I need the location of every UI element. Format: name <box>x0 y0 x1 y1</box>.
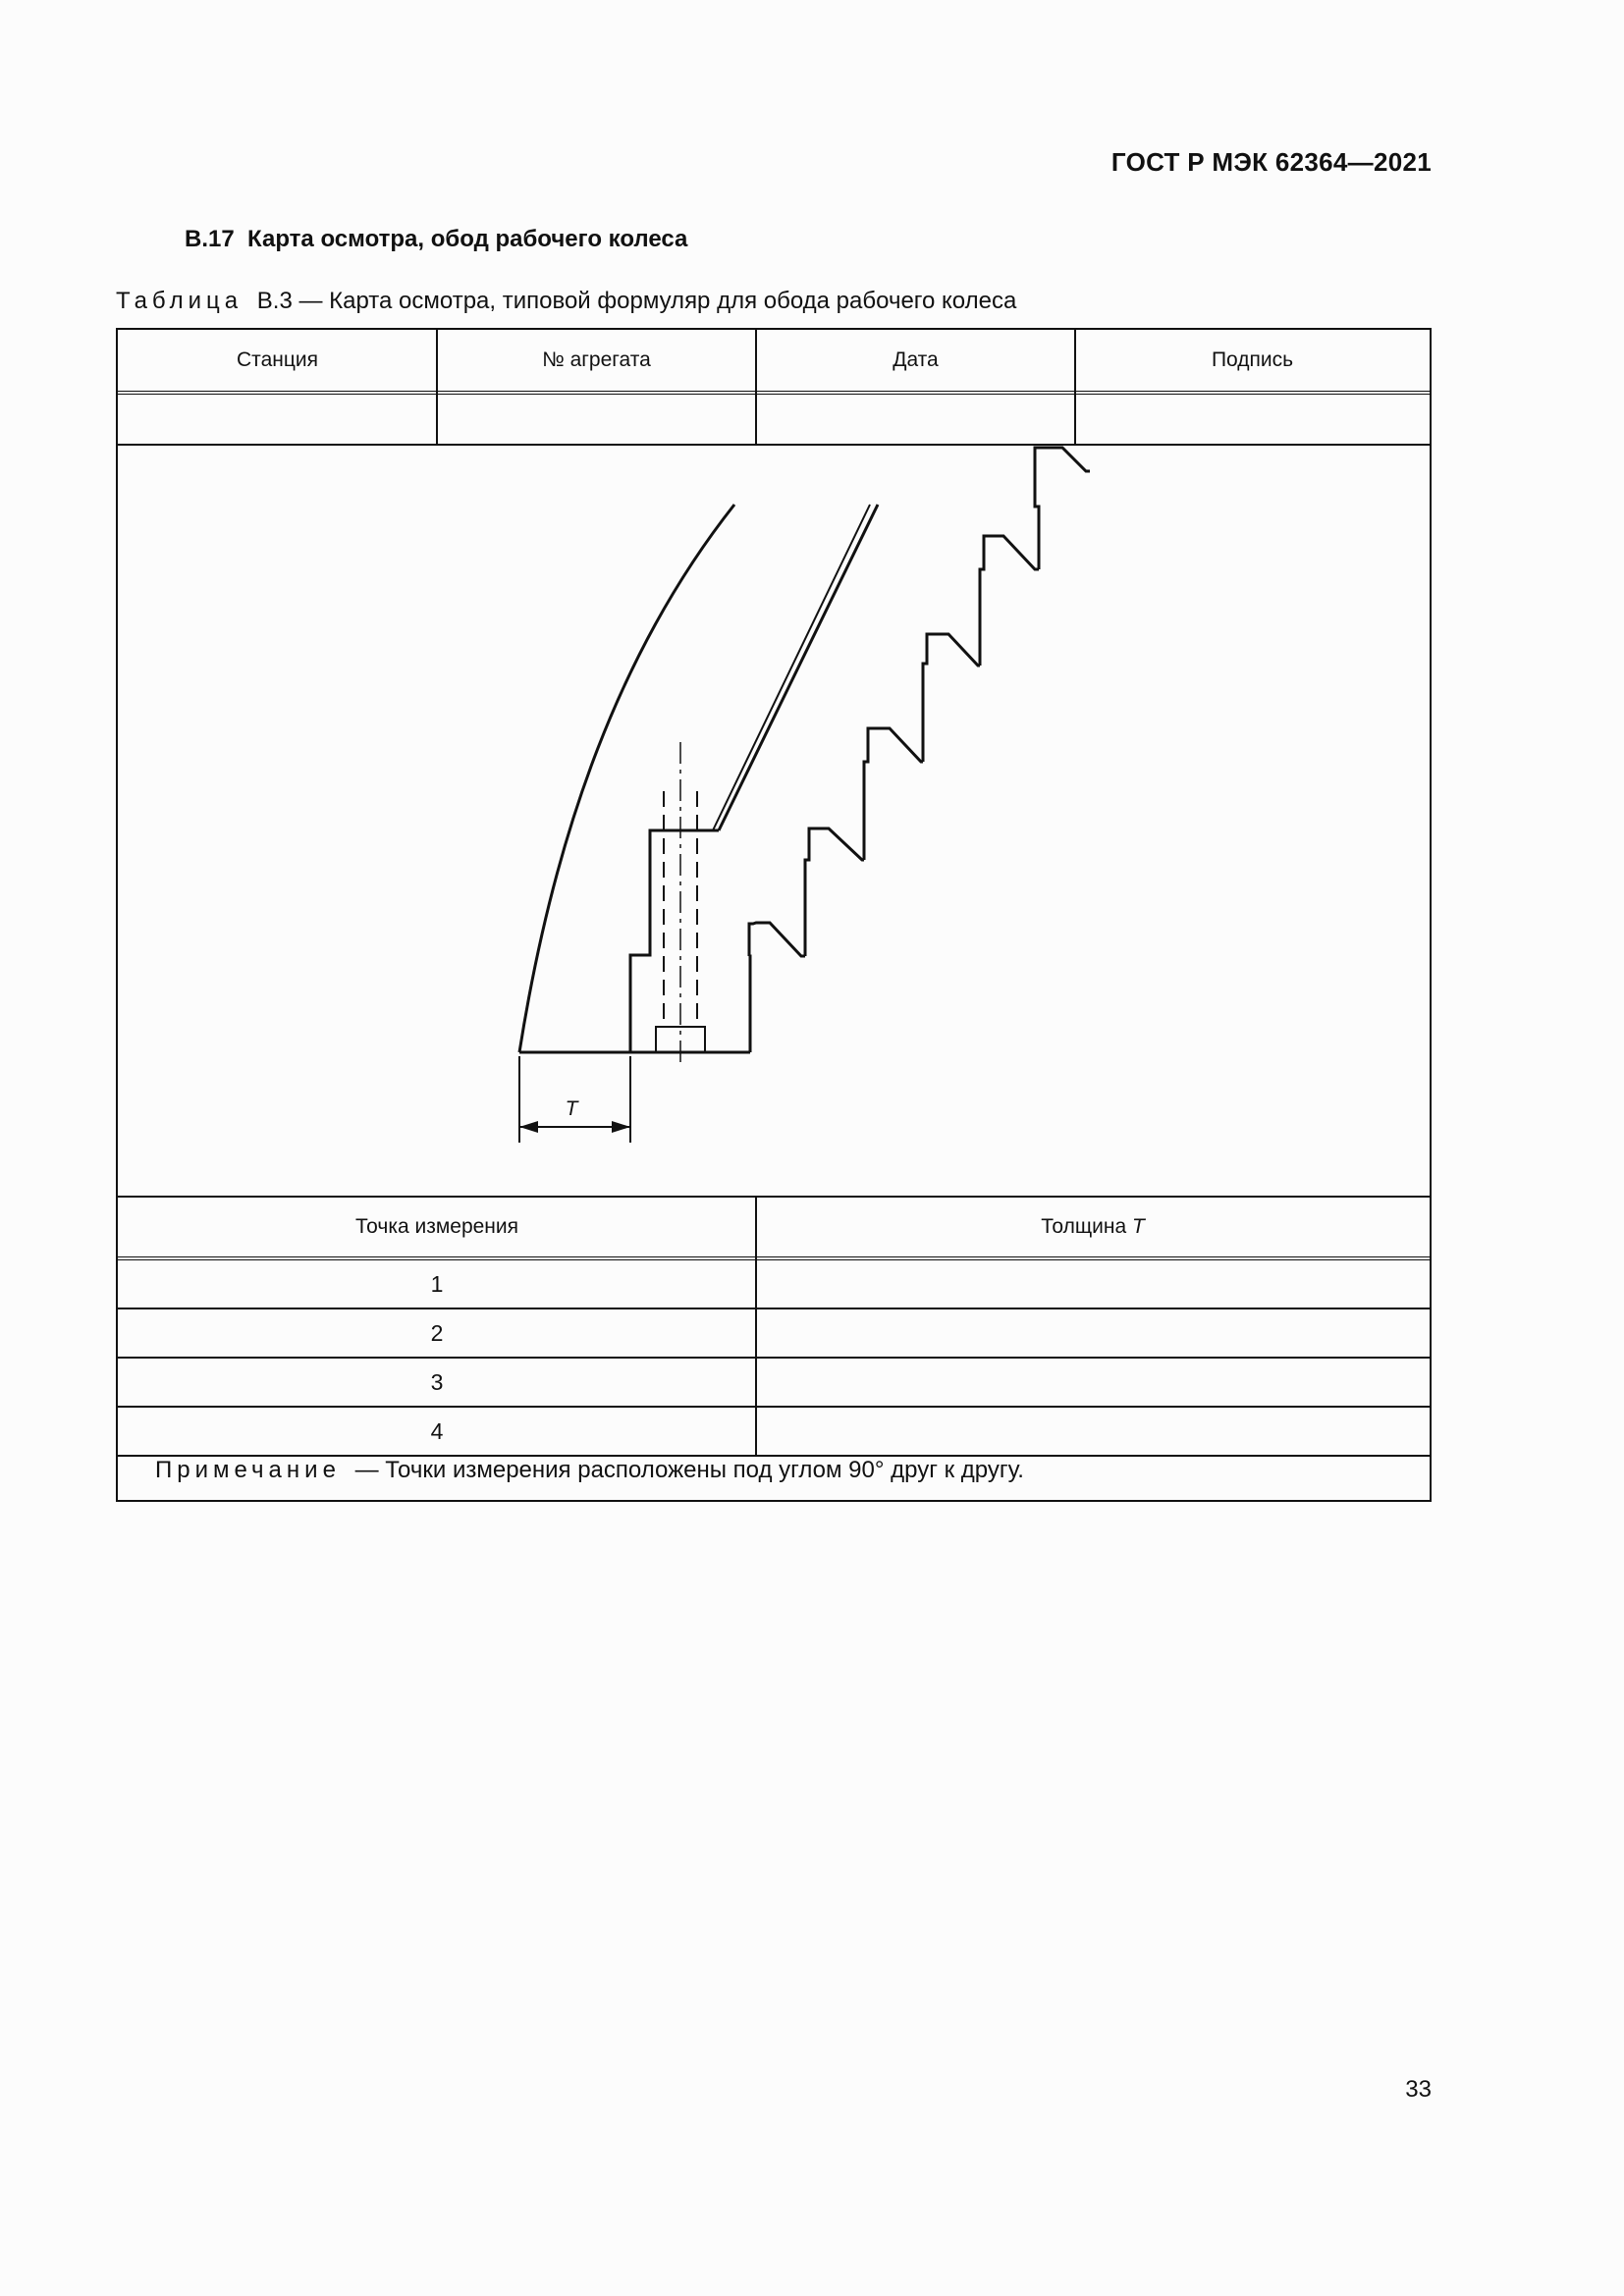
blade-line-inner <box>713 505 870 830</box>
seal-tooth-4 <box>923 634 980 762</box>
rule <box>755 1196 757 1455</box>
seal-teeth <box>749 923 805 956</box>
measurement-point-2: 2 <box>430 1319 444 1346</box>
dimension-arrow-right <box>612 1121 630 1133</box>
header-thickness <box>756 1198 1430 1256</box>
thickness-value-2[interactable] <box>756 1309 1430 1357</box>
measurement-point-3: 3 <box>430 1368 444 1395</box>
section-number: B.17 <box>185 226 235 252</box>
header-date: Дата <box>893 348 939 371</box>
header-station: Станция <box>237 348 318 371</box>
inspection-form-table <box>116 328 1432 1502</box>
dimension-arrow-left <box>519 1121 538 1133</box>
thickness-value-4[interactable] <box>756 1408 1430 1455</box>
header-unit-number: № агрегата <box>542 348 651 371</box>
seal-tooth-6 <box>1035 448 1090 569</box>
table-caption <box>116 288 1016 315</box>
section-title-text: Карта осмотра, обод рабочего колеса <box>247 226 688 252</box>
note-text: — Точки измерения расположены под углом 90° друг к другу. <box>354 1457 1024 1483</box>
header-thickness-symbol: T <box>1131 1215 1145 1238</box>
table-caption-text: — Карта осмотра, типовой формуляр для обода рабочего колеса <box>298 288 1017 314</box>
dimension-label: T <box>565 1097 578 1120</box>
thickness-value-3[interactable] <box>756 1359 1430 1406</box>
table-note <box>155 1457 1024 1484</box>
rule <box>118 1256 1430 1257</box>
note-label: Примечание <box>155 1457 341 1483</box>
table-caption-number: B.3 <box>256 288 293 314</box>
page-number: 33 <box>1405 2076 1432 2103</box>
seal-tooth-2 <box>805 828 864 956</box>
section-title <box>185 226 687 253</box>
rim-inner-profile <box>749 956 750 1052</box>
seal-tooth-5 <box>980 536 1039 666</box>
header-measurement-point: Точка измерения <box>354 1215 519 1238</box>
thickness-value-1[interactable] <box>756 1260 1430 1308</box>
measurement-point-1: 1 <box>430 1270 444 1297</box>
seal-tooth-3 <box>864 728 923 860</box>
measurement-point-4: 4 <box>430 1417 444 1444</box>
header-thickness-text: Толщина <box>1041 1215 1127 1238</box>
blade-line-outer <box>719 505 878 830</box>
rim-outer-curve <box>519 505 734 1052</box>
table-caption-label: Таблица <box>116 288 244 314</box>
header-signature: Подпись <box>1211 348 1294 371</box>
rim-step-profile <box>630 830 719 1052</box>
document-code: ГОСТ Р МЭК 62364—2021 <box>1110 147 1432 177</box>
